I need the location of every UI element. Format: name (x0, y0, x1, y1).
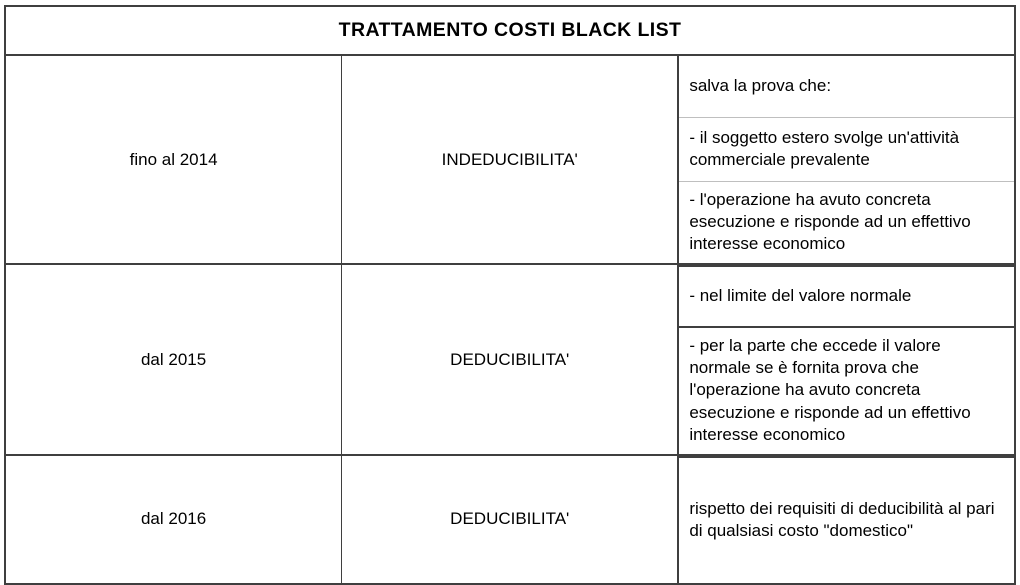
table-title-row (5, 6, 1015, 55)
detail-list (679, 456, 1014, 583)
detail-text: - il soggetto estero svolge un'attività commerciale prevalente (679, 118, 1014, 182)
black-list-cost-treatment-table (4, 5, 1016, 585)
regime-cell: DEDUCIBILITA' (342, 455, 679, 584)
period-cell: fino al 2014 (5, 55, 342, 264)
document-sheet (0, 5, 1020, 540)
table-row (5, 455, 1015, 584)
detail-text: - per la parte che eccede il valore normale se è fornita prova che l'operazione ha avuto concreta esecuzione e risponde ad un effettivo interesse economico (679, 327, 1014, 453)
detail-text: - l'operazione ha avuto concreta esecuzione e risponde ad un effettivo interesse economico (689, 190, 971, 254)
detail-cell (678, 455, 1015, 584)
period-cell: dal 2015 (5, 264, 342, 454)
table-title: TRATTAMENTO COSTI BLACK LIST (5, 6, 1015, 55)
detail-text: - nel limite del valore normale (679, 266, 1014, 327)
table-row (5, 264, 1015, 454)
detail-list (679, 56, 1014, 263)
detail-row (679, 327, 1014, 453)
regime-cell: DEDUCIBILITA' (342, 264, 679, 454)
detail-cell (678, 55, 1015, 264)
detail-row (679, 457, 1014, 583)
detail-text: salva la prova che: (679, 56, 1014, 118)
period-cell: dal 2016 (5, 455, 342, 584)
detail-row (679, 266, 1014, 327)
detail-row (679, 182, 1014, 264)
regime-cell: INDEDUCIBILITA' (342, 55, 679, 264)
detail-list (679, 265, 1014, 453)
detail-cell (678, 264, 1015, 454)
detail-text: rispetto dei requisiti di deducibilità al pari di qualsiasi costo "domestico" (679, 457, 1014, 583)
table-row (5, 55, 1015, 264)
detail-row (679, 56, 1014, 118)
detail-row (679, 118, 1014, 182)
